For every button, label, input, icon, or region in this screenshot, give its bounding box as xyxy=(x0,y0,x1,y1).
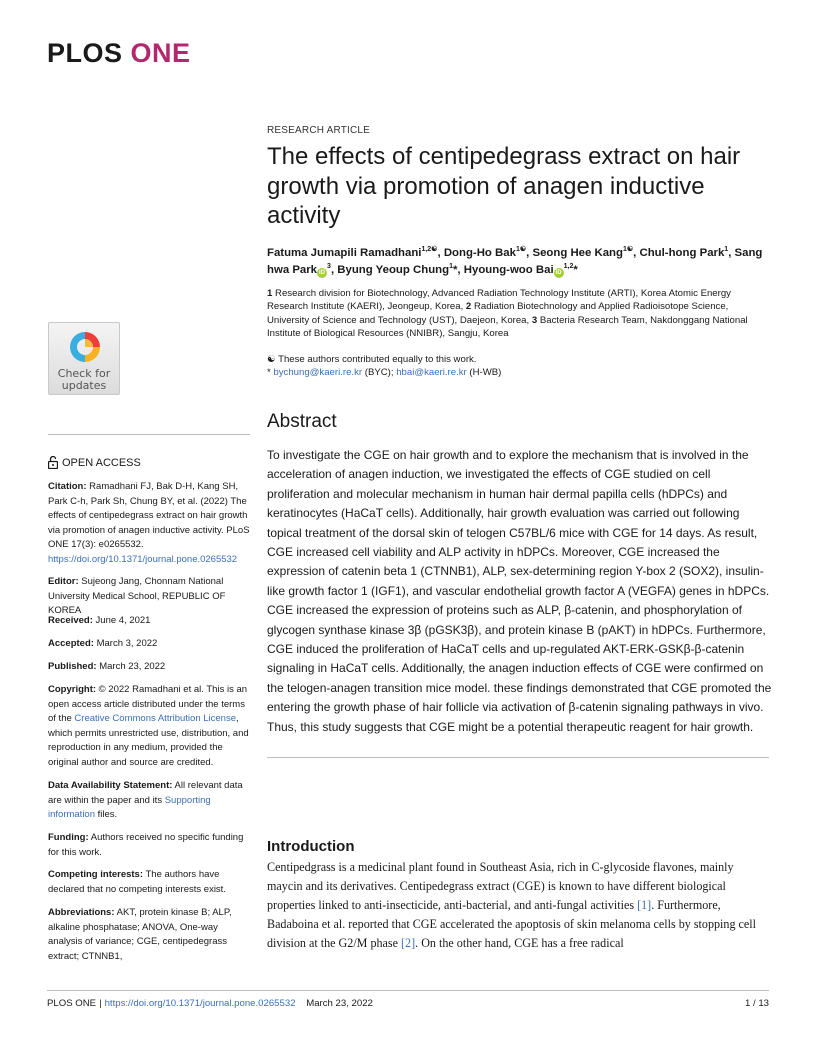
copyright-text2: , which permits unrestricted use, distribution, and reproduction in any medium, provided the original author and source are credited. xyxy=(48,713,249,768)
equal-contribution-note: ☯ These authors contributed equally to this work. xyxy=(267,354,477,365)
open-access-label xyxy=(48,456,141,469)
published-block xyxy=(48,660,252,675)
orcid-icon[interactable]: iD xyxy=(319,270,326,276)
crossmark-icon xyxy=(67,329,103,367)
corresponding-author-note: * bychung@kaeri.re.kr (BYC); hbai@kaeri.re.kr (H-WB) xyxy=(267,367,502,379)
badge-line2: updates xyxy=(61,379,107,392)
copyright-label: Copyright: xyxy=(48,684,97,695)
page-number: 1 / 13 xyxy=(744,998,769,1009)
check-for-updates-badge[interactable] xyxy=(48,322,120,395)
affiliation-text: Radiation Biotechnology and Applied Radioisotope Science, University of Science and Technology (UST), Daejeon, Korea, xyxy=(267,301,729,326)
accepted-block xyxy=(48,637,252,652)
citation-text: Ramadhani FJ, Bak D-H, Kang SH, Park C-h, Park Sh, Chung BY, et al. (2022) The effects of centipedegrass extract on hair growth via promotion of anagen inductive activity. PLoS ONE 17(3): e0265532. xyxy=(48,481,250,551)
published-label: Published: xyxy=(48,661,97,672)
section-divider xyxy=(267,757,769,758)
sidebar-divider xyxy=(48,434,250,435)
corr-email-link[interactable]: bychung@kaeri.re.kr xyxy=(273,367,363,379)
data-availability-label: Data Availability Statement: xyxy=(48,780,173,791)
abstract-heading: Abstract xyxy=(267,411,337,432)
logo-one: ONE xyxy=(130,38,191,68)
received-label: Received: xyxy=(48,615,93,626)
author[interactable]: Hyoung-woo Bai iD$^{1,2}$* xyxy=(463,263,578,276)
author[interactable]: Chul-hong Park$^1$ xyxy=(639,246,729,259)
data-availability-text2: files. xyxy=(97,809,118,821)
competing-interests-text: The authors have declared that no competing interests exist. xyxy=(48,869,226,895)
data-availability-block xyxy=(48,779,252,823)
author-list: Fatuma Jumapili Ramadhani$^{1,2☯}$, Dong-Ho Bak$^{1☯}$, Seong Hee Kang$^{1☯}$, Chul-hong Park$^1$, Sang hwa Park $iD^3$, Byung Yeoup Chung$^1$*, Hyoung-woo Bai iD$^{1,2}$* xyxy=(267,246,763,276)
logo-plos: PLOS xyxy=(47,38,123,68)
orcid-icon[interactable]: iD xyxy=(555,270,562,276)
affiliation-text: Bacteria Research Team, Nakdonggang National Institute of Biological Resources (NNIBR), Sangju, Korea xyxy=(267,314,748,340)
abbreviations-label: Abbreviations: xyxy=(48,907,115,918)
open-access-text: OPEN ACCESS xyxy=(62,456,141,469)
supporting-information-link[interactable]: Supporting information xyxy=(48,794,211,821)
author[interactable]: Sang hwa Park $iD^3$ xyxy=(267,247,763,276)
editor-text: Sujeong Jang, Chonnam National University Medical School, REPUBLIC OF KOREA xyxy=(48,576,226,617)
citation-doi-link[interactable]: https://doi.org/10.1371/journal.pone.0265532 xyxy=(48,553,238,565)
copyright-block xyxy=(48,683,252,771)
competing-interests-label: Competing interests: xyxy=(48,869,144,880)
editor-label: Editor: xyxy=(48,576,79,587)
article-type: RESEARCH ARTICLE xyxy=(267,125,371,136)
affiliation-text: Research division for Biotechnology, Advanced Radiation Technology Institute (ARTI), Korea Atomic Energy Research Institute (KAERI), Jeongeup, Korea, xyxy=(267,288,731,313)
funding-text: Authors received no specific funding for this work. xyxy=(48,832,244,858)
affiliations xyxy=(267,287,772,341)
editor-block xyxy=(48,575,252,619)
funding-block xyxy=(48,831,252,860)
article-title: The effects of centipedegrass extract on hair growth via promotion of anagen inductive activity xyxy=(267,143,741,229)
abbreviations-block xyxy=(48,906,252,964)
abbreviations-text: AKT, protein kinase B; ALP, alkaline phosphatase; ANOVA, One-way analysis of variance; CGE, centipedegrass extract; CTNNB1, xyxy=(48,907,232,962)
footer-journal: PLOS ONE xyxy=(47,998,97,1009)
received-text: June 4, 2021 xyxy=(95,615,151,626)
copyright-text1: © 2022 Ramadhani et al. This is an open access article distributed under the terms of the xyxy=(48,684,248,725)
affiliation-number: 3 xyxy=(531,314,538,326)
accepted-text: March 3, 2022 xyxy=(96,638,158,649)
accepted-label: Accepted: xyxy=(48,638,94,649)
journal-logo[interactable] xyxy=(47,38,191,69)
corr-email-link[interactable]: hbai@kaeri.re.kr xyxy=(396,367,467,379)
competing-interests-block xyxy=(48,868,252,897)
author-notes xyxy=(267,353,772,380)
footer-date: March 23, 2022 xyxy=(306,998,373,1009)
funding-label: Funding: xyxy=(48,832,89,843)
footer-divider xyxy=(47,990,769,991)
citation-label: Citation: xyxy=(48,481,87,492)
author[interactable]: Byung Yeoup Chung$^1$* xyxy=(337,263,458,276)
abstract-text: To investigate the CGE on hair growth and to explore the mechanism that is involved in the acceleration of anagen induction, we investigated the effects of CGE studied on cell proliferation and molecular mechanism in human hair dermal papilla cells (hDPCs) and keratinocytes (HaCaT cells). Additionally, hair growth evaluation was carried out following topical treatment of the dorsal skin of telogen C57BL/6 mice with CGE for 14 days. As result, CGE increased cell viability and ALP activity in hDPCs. Moreover, CGE increased the expression of catenin beta 1 (CTNNB1), ALP, sex-determining region Y-box 2 (SOX2), insulin-like growth factor 1 (IGF1), and vascular endothelial growth factor A (VEGFA) genes in hDPCs. CGE increased the expression of proteins such as ALP, β-catenin, and phosphorylation of glycogen synthase kinase 3β (pGSK3β), and protein kinase B (pAKT) in hDPCs. Furthermore, CGE induced the proliferation of HaCaT cells and up-regulated AKT-ERK-GSKβ-β-catenin signaling in HaCaT cells. Additionally, the anagen induction effects of CGE were confirmed on the telogen-anagen transition mice model. these findings demonstrated that CGE promoted the entering the growth phase of hair follicle via activation of β-catenin signaling pathways in vivo. Thus, this study suggests that CGE might be a potential therapeutic reagent for hair growth. xyxy=(267,448,772,734)
introduction-heading: Introduction xyxy=(267,838,355,855)
badge-line1: Check for xyxy=(57,367,111,380)
reference-link[interactable]: [2] xyxy=(401,936,416,950)
published-text: March 23, 2022 xyxy=(99,661,166,672)
affiliation-number: 1 xyxy=(267,288,273,299)
affiliation-number: 2 xyxy=(465,301,472,313)
received-block xyxy=(48,614,252,629)
footer-doi-link[interactable]: https://doi.org/10.1371/journal.pone.0265532 xyxy=(104,998,296,1009)
introduction-text: Centipedgrass is a medicinal plant found in Southeast Asia, rich in C-glycoside flavones, mainly maycin and its derivatives. Centipedegrass extract (CGE) is known to have different biological properties linked to anti-insecticide, anti-bacterial, and anti-fungal activities [1]. Furthermore, Badaboina et al. reported that CGE accelerated the apoptosis of skin melanoma cells by stopping cell division at the G2/M phase [2]. On the other hand, CGE has a free radical xyxy=(267,860,756,950)
citation-block xyxy=(48,480,252,568)
author[interactable]: Fatuma Jumapili Ramadhani$^{1,2☯}$ xyxy=(267,246,438,259)
author[interactable]: Seong Hee Kang$^{1☯}$ xyxy=(532,246,634,259)
data-availability-text1: All relevant data are within the paper and its xyxy=(48,780,243,806)
open-lock-icon xyxy=(48,456,58,469)
reference-link[interactable]: [1] xyxy=(637,898,652,912)
author[interactable]: Dong-Ho Bak$^{1☯}$ xyxy=(443,246,527,259)
license-link[interactable]: Creative Commons Attribution License xyxy=(74,713,236,725)
footer: PLOS ONE | https://doi.org/10.1371/journal.pone.0265532 March 23, 2022 xyxy=(47,998,373,1009)
